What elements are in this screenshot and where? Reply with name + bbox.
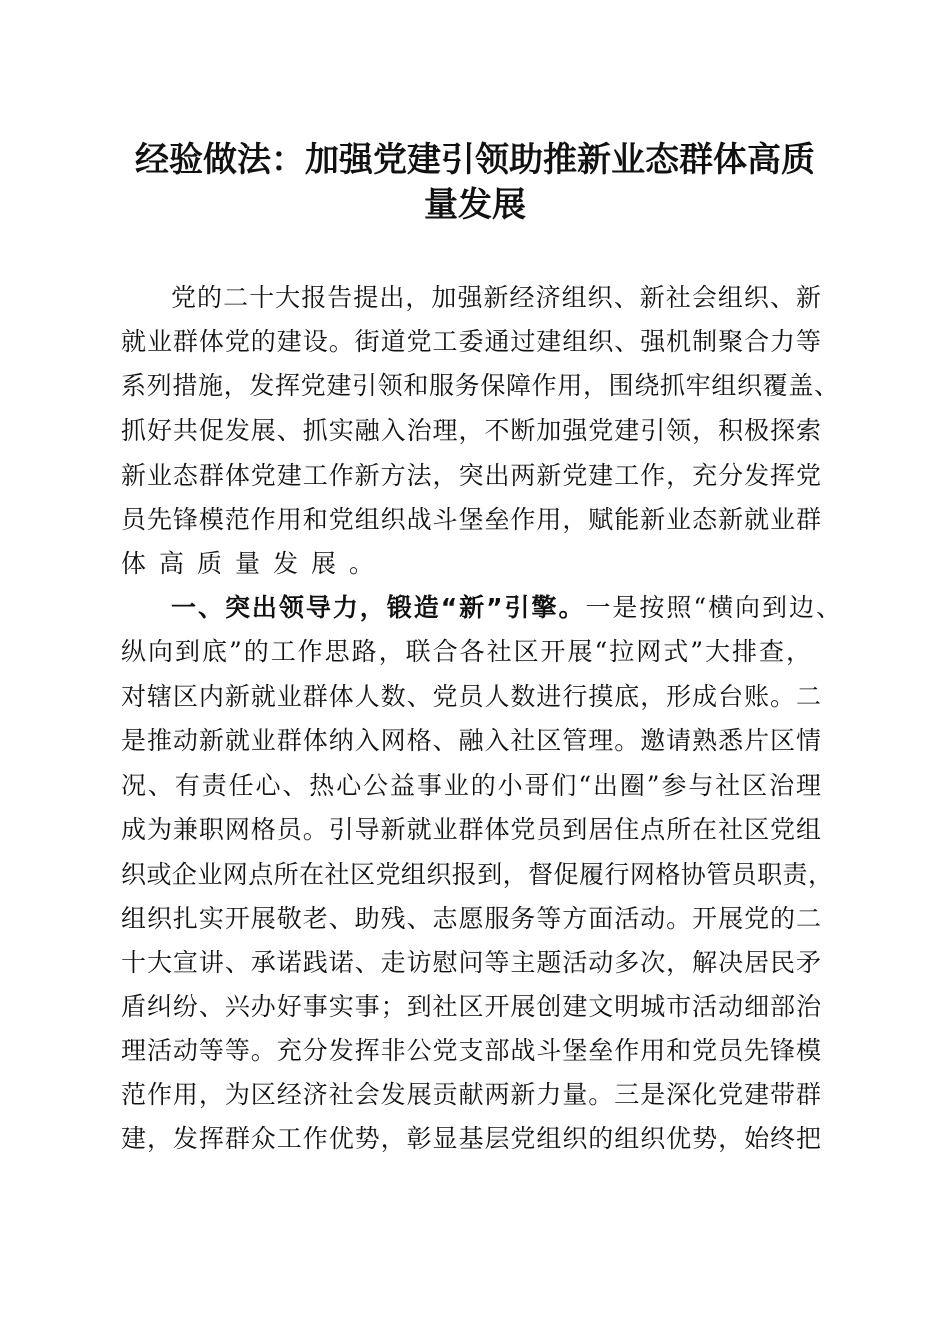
paragraph-text: 一是按照“横向到边、 — [585, 593, 841, 622]
paragraph-line: 理活动等等。充分发挥非公党支部战斗堡垒作用和党员先锋模 — [121, 1036, 821, 1065]
paragraph-line: 体高质量发展。 — [121, 549, 388, 578]
document-title-line-2: 量发展 — [424, 185, 526, 225]
paragraph-line: 成为兼职网格员。引导新就业群体党员到居住点所在社区党组 — [121, 815, 821, 844]
document-title-line-1: 经验做法：加强党建引领助推新业态群体高质 — [135, 140, 815, 180]
paragraph-line: 组织扎实开展敬老、助残、志愿服务等方面活动。开展党的二 — [121, 904, 821, 933]
paragraph-line: 十大宣讲、承诺践诺、走访慰问等主题活动多次，解决居民矛 — [121, 948, 821, 977]
paragraph-line: 纵向到底”的工作思路，联合各社区开展“拉网式”大排查， — [121, 637, 811, 666]
paragraph-line: 员先锋模范作用和党组织战斗堡垒作用，赋能新业态新就业群 — [121, 505, 821, 534]
paragraph-line: 织或企业网点所在社区党组织报到，督促履行网格协管员职责， — [121, 860, 833, 889]
paragraph-line: 新业态群体党建工作新方法，突出两新党建工作，充分发挥党 — [121, 461, 821, 490]
paragraph-line: 范作用，为区经济社会发展贡献两新力量。三是深化党建带群 — [121, 1080, 821, 1109]
paragraph-line: 盾纠纷、兴办好事实事；到社区开展创建文明城市活动细部治 — [121, 992, 821, 1021]
paragraph-line: 况、有责任心、热心公益事业的小哥们“出圈”参与社区治理 — [121, 771, 821, 800]
paragraph-line: 对辖区内新就业群体人数、党员人数进行摸底，形成台账。二 — [121, 682, 821, 711]
paragraph-line: 党的二十大报告提出，加强新经济组织、新社会组织、新 — [171, 283, 821, 312]
paragraph-line: 是推动新就业群体纳入网格、融入社区管理。邀请熟悉片区情 — [121, 726, 821, 755]
paragraph-line: 系列措施，发挥党建引领和服务保障作用，围绕抓牢组织覆盖、 — [121, 371, 839, 400]
section-heading: 一、突出领导力，锻造“新”引擎。 — [171, 593, 586, 622]
paragraph-line: 就业群体党的建设。街道党工委通过建组织、强机制聚合力等 — [121, 327, 821, 356]
paragraph-line: 建，发挥群众工作优势，彰显基层党组织的组织优势，始终把 — [121, 1124, 821, 1153]
paragraph-line: 抓好共促发展、抓实融入治理，不断加强党建引领，积极探索 — [121, 416, 821, 445]
paragraph-first-line — [171, 593, 841, 623]
